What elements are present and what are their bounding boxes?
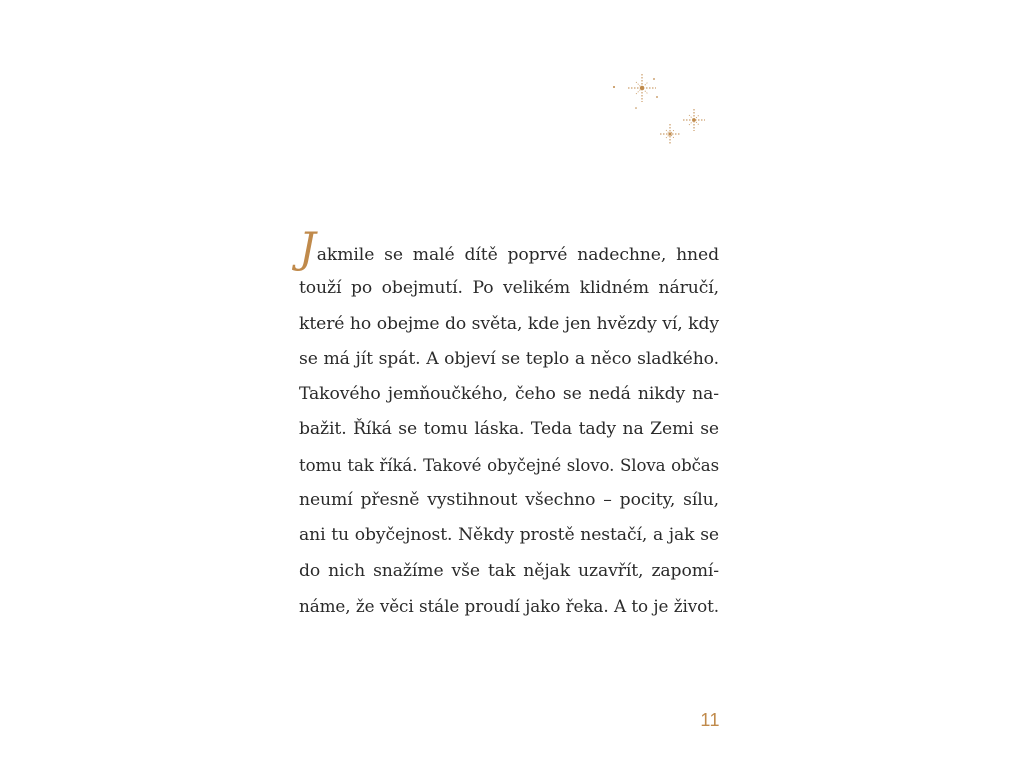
paragraph-line-1 — [299, 223, 719, 272]
paragraph-line-5: Takového jemňoučkého, čeho se nedá nikdy na- — [299, 384, 719, 405]
paragraph-line-11: náme, že věci stále proudí jako řeka. A to je život. — [299, 595, 719, 616]
paragraph-line-6: bažit. Říká se tomu láska. Teda tady na Zemi se — [299, 419, 719, 440]
paragraph-line-10: do nich snažíme vše tak nějak uzavřít, zapomí- — [299, 560, 719, 581]
paragraph-line-7: tomu tak říká. Takové obyčejné slovo. Slova občas — [299, 455, 719, 475]
paragraph-line-9: ani tu obyčejnost. Někdy prostě nestačí, a jak se — [299, 525, 719, 546]
drop-cap: J — [299, 223, 316, 272]
paragraph-line-3: které ho obejme do světa, kde jen hvězdy ví, kdy — [299, 313, 719, 334]
paragraph-line-4: se má jít spát. A objeví se teplo a něco sladkého. — [299, 348, 719, 369]
paragraph-line-2: touží po obejmutí. Po velikém klidném náručí, — [299, 278, 719, 299]
paragraph-line-8: neumí přesně vystihnout všechno – pocity, sílu, — [299, 490, 719, 511]
sparkle-stars-icon — [600, 66, 720, 156]
paragraph-line-text: akmile se malé dítě poprvé nadechne, hned — [316, 245, 719, 265]
body-paragraph — [299, 223, 719, 624]
page-number: 11 — [700, 710, 720, 730]
